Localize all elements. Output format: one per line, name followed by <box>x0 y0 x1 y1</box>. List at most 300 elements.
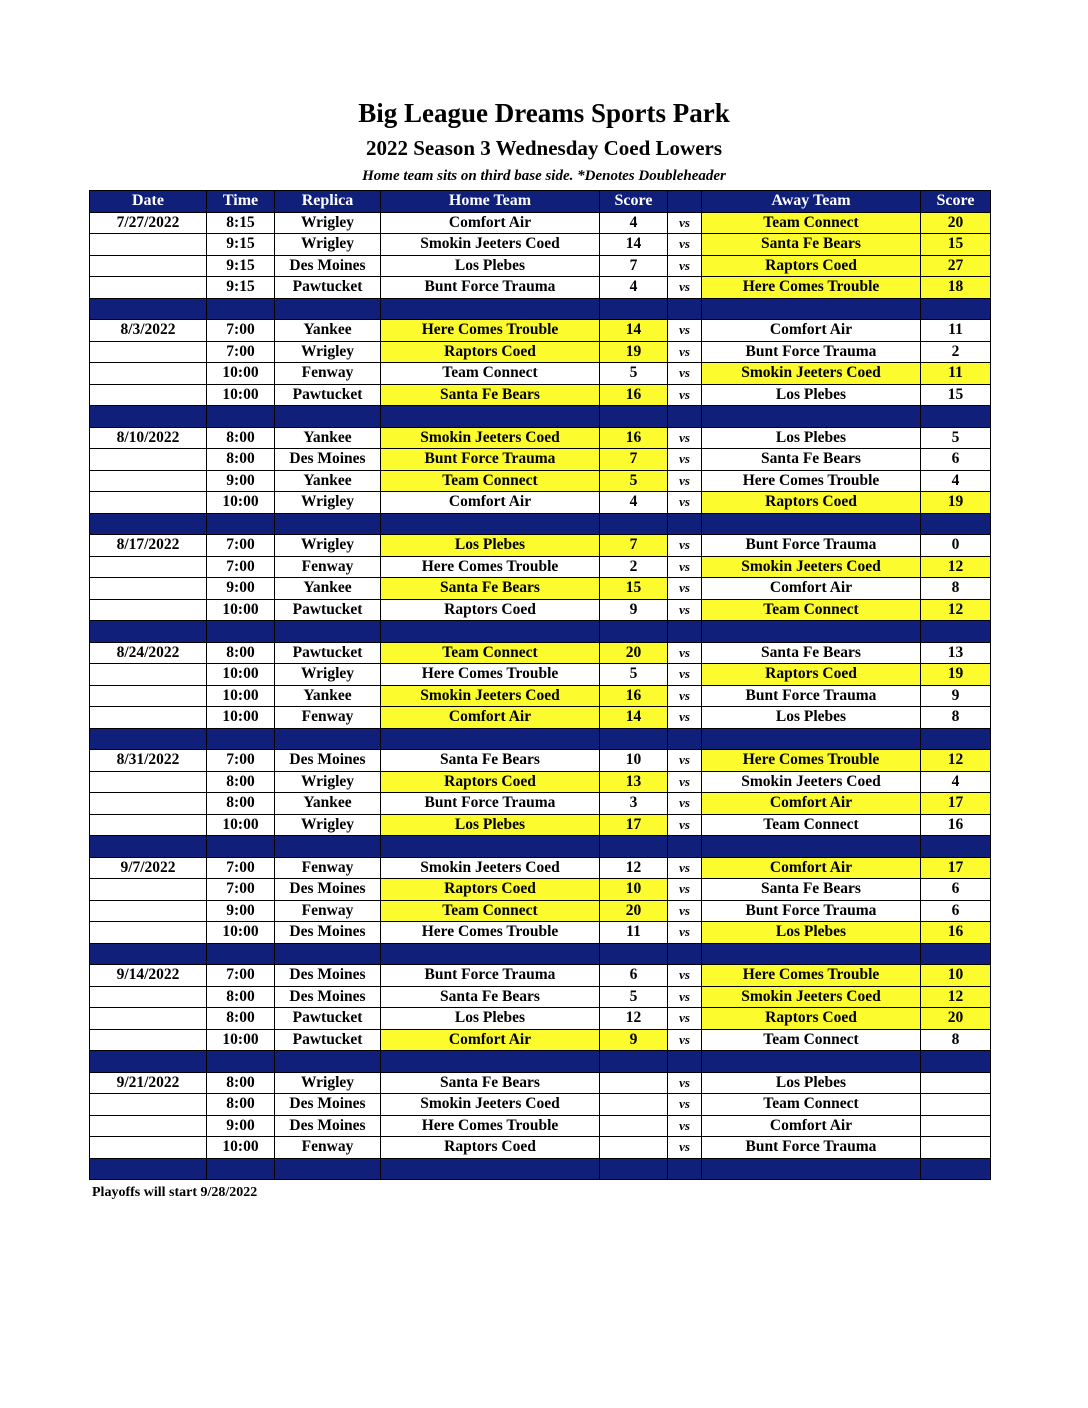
page-title: Big League Dreams Sports Park <box>358 98 730 128</box>
date-cell <box>90 1115 207 1137</box>
time-cell: 10:00 <box>207 664 275 686</box>
separator-cell <box>90 621 207 643</box>
time-cell: 8:00 <box>207 1094 275 1116</box>
away-team-cell: Smokin Jeeters Coed <box>702 986 921 1008</box>
replica-cell: Yankee <box>275 427 381 449</box>
replica-cell: Pawtucket <box>275 1029 381 1051</box>
replica-cell: Wrigley <box>275 1072 381 1094</box>
replica-cell: Des Moines <box>275 1094 381 1116</box>
separator-cell <box>921 836 991 858</box>
away-team-cell: Santa Fe Bears <box>702 642 921 664</box>
vs-cell: vs <box>668 685 702 707</box>
time-cell: 8:00 <box>207 642 275 664</box>
separator-cell <box>600 728 668 750</box>
time-cell: 10:00 <box>207 363 275 385</box>
separator-cell <box>381 406 600 428</box>
home-score-cell: 5 <box>600 363 668 385</box>
table-row <box>90 535 991 557</box>
col-home-team: Home Team <box>381 191 600 213</box>
home-score-cell: 2 <box>600 556 668 578</box>
home-team-cell: Here Comes Trouble <box>381 922 600 944</box>
col-vs <box>668 191 702 213</box>
separator-cell <box>600 621 668 643</box>
separator-cell <box>921 621 991 643</box>
vs-cell: vs <box>668 449 702 471</box>
replica-cell: Wrigley <box>275 771 381 793</box>
replica-cell: Fenway <box>275 707 381 729</box>
separator-cell <box>90 1158 207 1180</box>
vs-cell: vs <box>668 320 702 342</box>
away-score-cell: 10 <box>921 965 991 987</box>
table-row <box>90 578 991 600</box>
away-team-cell: Here Comes Trouble <box>702 470 921 492</box>
replica-cell: Des Moines <box>275 965 381 987</box>
date-cell <box>90 1029 207 1051</box>
home-score-cell: 20 <box>600 900 668 922</box>
schedule-body <box>90 212 991 1180</box>
separator-cell <box>921 943 991 965</box>
away-team-cell: Team Connect <box>702 814 921 836</box>
home-score-cell: 3 <box>600 793 668 815</box>
away-score-cell: 9 <box>921 685 991 707</box>
away-score-cell <box>921 1137 991 1159</box>
table-row <box>90 707 991 729</box>
home-team-cell: Santa Fe Bears <box>381 578 600 600</box>
separator-cell <box>921 1051 991 1073</box>
replica-cell: Wrigley <box>275 492 381 514</box>
date-cell <box>90 793 207 815</box>
vs-cell: vs <box>668 1029 702 1051</box>
away-score-cell: 19 <box>921 664 991 686</box>
table-row <box>90 492 991 514</box>
table-row <box>90 771 991 793</box>
home-team-cell: Comfort Air <box>381 707 600 729</box>
away-score-cell: 19 <box>921 492 991 514</box>
replica-cell: Des Moines <box>275 922 381 944</box>
home-score-cell: 10 <box>600 750 668 772</box>
away-score-cell: 27 <box>921 255 991 277</box>
time-cell: 9:00 <box>207 470 275 492</box>
vs-cell: vs <box>668 1094 702 1116</box>
separator-cell <box>668 513 702 535</box>
table-row <box>90 685 991 707</box>
replica-cell: Fenway <box>275 900 381 922</box>
table-row <box>90 599 991 621</box>
separator-cell <box>702 836 921 858</box>
table-row <box>90 470 991 492</box>
separator-cell <box>668 943 702 965</box>
replica-cell: Des Moines <box>275 255 381 277</box>
away-team-cell: Bunt Force Trauma <box>702 685 921 707</box>
vs-cell: vs <box>668 986 702 1008</box>
table-row <box>90 1094 991 1116</box>
away-score-cell: 11 <box>921 363 991 385</box>
home-team-cell: Los Plebes <box>381 255 600 277</box>
home-team-cell: Bunt Force Trauma <box>381 277 600 299</box>
separator-cell <box>381 836 600 858</box>
replica-cell: Pawtucket <box>275 599 381 621</box>
time-cell: 7:00 <box>207 556 275 578</box>
replica-cell: Fenway <box>275 363 381 385</box>
separator-cell <box>702 943 921 965</box>
table-row <box>90 1008 991 1030</box>
home-team-cell: Bunt Force Trauma <box>381 449 600 471</box>
table-row <box>90 879 991 901</box>
away-team-cell: Santa Fe Bears <box>702 879 921 901</box>
home-team-cell: Comfort Air <box>381 1029 600 1051</box>
home-score-cell: 7 <box>600 255 668 277</box>
table-row <box>90 320 991 342</box>
time-cell: 10:00 <box>207 685 275 707</box>
table-row <box>90 750 991 772</box>
away-team-cell: Bunt Force Trauma <box>702 1137 921 1159</box>
replica-cell: Wrigley <box>275 341 381 363</box>
date-cell: 9/7/2022 <box>90 857 207 879</box>
vs-cell: vs <box>668 599 702 621</box>
separator-cell <box>275 943 381 965</box>
date-cell <box>90 685 207 707</box>
home-score-cell: 14 <box>600 707 668 729</box>
vs-cell: vs <box>668 814 702 836</box>
date-cell <box>90 599 207 621</box>
page-subtitle: 2022 Season 3 Wednesday Coed Lowers <box>365 136 723 160</box>
away-team-cell: Comfort Air <box>702 793 921 815</box>
home-score-cell: 6 <box>600 965 668 987</box>
home-score-cell: 14 <box>600 234 668 256</box>
away-team-cell: Team Connect <box>702 1094 921 1116</box>
separator-cell <box>921 406 991 428</box>
time-cell: 8:00 <box>207 1008 275 1030</box>
week-separator-row <box>90 406 991 428</box>
replica-cell: Pawtucket <box>275 642 381 664</box>
separator-cell <box>275 836 381 858</box>
date-cell <box>90 1008 207 1030</box>
separator-cell <box>600 513 668 535</box>
away-team-cell: Santa Fe Bears <box>702 449 921 471</box>
home-score-cell: 5 <box>600 986 668 1008</box>
date-cell: 8/24/2022 <box>90 642 207 664</box>
away-team-cell: Smokin Jeeters Coed <box>702 363 921 385</box>
separator-cell <box>90 728 207 750</box>
replica-cell: Pawtucket <box>275 277 381 299</box>
vs-cell: vs <box>668 771 702 793</box>
week-separator-row <box>90 943 991 965</box>
home-score-cell <box>600 1115 668 1137</box>
table-row <box>90 449 991 471</box>
home-team-cell: Smokin Jeeters Coed <box>381 234 600 256</box>
separator-cell <box>381 728 600 750</box>
separator-cell <box>668 298 702 320</box>
away-score-cell: 6 <box>921 449 991 471</box>
home-team-cell: Here Comes Trouble <box>381 320 600 342</box>
separator-cell <box>90 298 207 320</box>
table-row <box>90 922 991 944</box>
away-score-cell: 15 <box>921 384 991 406</box>
time-cell: 10:00 <box>207 599 275 621</box>
time-cell: 7:00 <box>207 857 275 879</box>
home-score-cell: 7 <box>600 535 668 557</box>
away-score-cell <box>921 1115 991 1137</box>
away-team-cell: Los Plebes <box>702 1072 921 1094</box>
replica-cell: Yankee <box>275 578 381 600</box>
date-cell <box>90 277 207 299</box>
table-row <box>90 1115 991 1137</box>
vs-cell: vs <box>668 1115 702 1137</box>
home-team-cell: Team Connect <box>381 363 600 385</box>
footer-note: Playoffs will start 9/28/2022 <box>92 1185 258 1200</box>
away-team-cell: Smokin Jeeters Coed <box>702 556 921 578</box>
separator-cell <box>921 298 991 320</box>
away-score-cell: 16 <box>921 814 991 836</box>
home-score-cell: 9 <box>600 1029 668 1051</box>
separator-cell <box>90 836 207 858</box>
header-row <box>90 191 991 213</box>
home-team-cell: Santa Fe Bears <box>381 986 600 1008</box>
time-cell: 8:00 <box>207 427 275 449</box>
time-cell: 10:00 <box>207 1137 275 1159</box>
separator-cell <box>207 513 275 535</box>
replica-cell: Wrigley <box>275 664 381 686</box>
table-row <box>90 212 991 234</box>
week-separator-row <box>90 298 991 320</box>
home-team-cell: Smokin Jeeters Coed <box>381 427 600 449</box>
time-cell: 9:00 <box>207 900 275 922</box>
home-team-cell: Here Comes Trouble <box>381 556 600 578</box>
away-team-cell: Bunt Force Trauma <box>702 900 921 922</box>
time-cell: 8:00 <box>207 793 275 815</box>
date-cell <box>90 664 207 686</box>
page-note: Home team sits on third base side. *Denotes Doubleheader <box>362 168 726 184</box>
home-score-cell: 20 <box>600 642 668 664</box>
vs-cell: vs <box>668 1008 702 1030</box>
separator-cell <box>90 513 207 535</box>
home-score-cell: 4 <box>600 277 668 299</box>
away-team-cell: Team Connect <box>702 1029 921 1051</box>
table-row <box>90 900 991 922</box>
separator-cell <box>668 406 702 428</box>
away-team-cell: Comfort Air <box>702 578 921 600</box>
away-score-cell: 12 <box>921 750 991 772</box>
replica-cell: Yankee <box>275 685 381 707</box>
time-cell: 8:00 <box>207 449 275 471</box>
vs-cell: vs <box>668 363 702 385</box>
col-away-score: Score <box>921 191 991 213</box>
table-row <box>90 277 991 299</box>
home-score-cell: 12 <box>600 857 668 879</box>
col-time: Time <box>207 191 275 213</box>
away-score-cell: 20 <box>921 212 991 234</box>
home-score-cell: 19 <box>600 341 668 363</box>
vs-cell: vs <box>668 255 702 277</box>
away-score-cell: 16 <box>921 922 991 944</box>
table-row <box>90 857 991 879</box>
replica-cell: Wrigley <box>275 535 381 557</box>
time-cell: 8:00 <box>207 986 275 1008</box>
vs-cell: vs <box>668 900 702 922</box>
time-cell: 10:00 <box>207 384 275 406</box>
table-row <box>90 1137 991 1159</box>
separator-cell <box>207 298 275 320</box>
time-cell: 8:15 <box>207 212 275 234</box>
away-score-cell: 0 <box>921 535 991 557</box>
home-team-cell: Comfort Air <box>381 212 600 234</box>
time-cell: 7:00 <box>207 750 275 772</box>
week-separator-row <box>90 728 991 750</box>
replica-cell: Yankee <box>275 470 381 492</box>
col-replica: Replica <box>275 191 381 213</box>
replica-cell: Des Moines <box>275 449 381 471</box>
date-cell: 7/27/2022 <box>90 212 207 234</box>
time-cell: 7:00 <box>207 535 275 557</box>
replica-cell: Fenway <box>275 556 381 578</box>
replica-cell: Des Moines <box>275 879 381 901</box>
home-score-cell <box>600 1072 668 1094</box>
date-cell <box>90 556 207 578</box>
time-cell: 9:15 <box>207 234 275 256</box>
away-team-cell: Los Plebes <box>702 922 921 944</box>
home-team-cell: Smokin Jeeters Coed <box>381 1094 600 1116</box>
separator-cell <box>207 1051 275 1073</box>
separator-cell <box>668 1158 702 1180</box>
separator-cell <box>381 513 600 535</box>
home-team-cell: Santa Fe Bears <box>381 750 600 772</box>
table-row <box>90 1072 991 1094</box>
vs-cell: vs <box>668 556 702 578</box>
home-score-cell: 12 <box>600 1008 668 1030</box>
vs-cell: vs <box>668 492 702 514</box>
time-cell: 7:00 <box>207 320 275 342</box>
vs-cell: vs <box>668 535 702 557</box>
away-score-cell: 11 <box>921 320 991 342</box>
table-row <box>90 234 991 256</box>
away-team-cell: Raptors Coed <box>702 255 921 277</box>
home-team-cell: Smokin Jeeters Coed <box>381 857 600 879</box>
away-score-cell <box>921 1094 991 1116</box>
separator-cell <box>600 406 668 428</box>
separator-cell <box>921 728 991 750</box>
date-cell <box>90 384 207 406</box>
vs-cell: vs <box>668 750 702 772</box>
home-team-cell: Raptors Coed <box>381 879 600 901</box>
separator-cell <box>381 1158 600 1180</box>
away-score-cell: 17 <box>921 793 991 815</box>
away-score-cell: 13 <box>921 642 991 664</box>
replica-cell: Des Moines <box>275 1115 381 1137</box>
away-score-cell: 12 <box>921 986 991 1008</box>
separator-cell <box>921 513 991 535</box>
away-score-cell: 17 <box>921 857 991 879</box>
replica-cell: Des Moines <box>275 986 381 1008</box>
home-score-cell: 4 <box>600 492 668 514</box>
away-score-cell: 8 <box>921 578 991 600</box>
replica-cell: Yankee <box>275 793 381 815</box>
away-score-cell: 4 <box>921 771 991 793</box>
vs-cell: vs <box>668 578 702 600</box>
home-team-cell: Team Connect <box>381 642 600 664</box>
date-cell <box>90 814 207 836</box>
away-team-cell: Team Connect <box>702 599 921 621</box>
separator-cell <box>668 621 702 643</box>
away-team-cell: Raptors Coed <box>702 664 921 686</box>
time-cell: 10:00 <box>207 922 275 944</box>
home-score-cell: 15 <box>600 578 668 600</box>
vs-cell: vs <box>668 1072 702 1094</box>
replica-cell: Wrigley <box>275 814 381 836</box>
home-team-cell: Smokin Jeeters Coed <box>381 685 600 707</box>
separator-cell <box>207 406 275 428</box>
away-score-cell: 2 <box>921 341 991 363</box>
away-team-cell: Santa Fe Bears <box>702 234 921 256</box>
separator-cell <box>275 1158 381 1180</box>
home-score-cell: 11 <box>600 922 668 944</box>
home-team-cell: Los Plebes <box>381 1008 600 1030</box>
time-cell: 7:00 <box>207 341 275 363</box>
table-row <box>90 814 991 836</box>
home-score-cell: 9 <box>600 599 668 621</box>
replica-cell: Wrigley <box>275 234 381 256</box>
date-cell <box>90 578 207 600</box>
away-team-cell: Here Comes Trouble <box>702 965 921 987</box>
away-score-cell: 12 <box>921 599 991 621</box>
vs-cell: vs <box>668 793 702 815</box>
separator-cell <box>600 298 668 320</box>
home-score-cell: 16 <box>600 384 668 406</box>
away-score-cell: 6 <box>921 879 991 901</box>
home-score-cell: 13 <box>600 771 668 793</box>
separator-cell <box>90 943 207 965</box>
separator-cell <box>600 1051 668 1073</box>
vs-cell: vs <box>668 1137 702 1159</box>
separator-cell <box>381 621 600 643</box>
separator-cell <box>702 1158 921 1180</box>
date-cell <box>90 1094 207 1116</box>
home-score-cell: 17 <box>600 814 668 836</box>
vs-cell: vs <box>668 234 702 256</box>
week-separator-row <box>90 836 991 858</box>
away-score-cell: 4 <box>921 470 991 492</box>
table-row <box>90 556 991 578</box>
separator-cell <box>702 513 921 535</box>
table-row <box>90 341 991 363</box>
date-cell <box>90 255 207 277</box>
replica-cell: Fenway <box>275 857 381 879</box>
away-score-cell: 18 <box>921 277 991 299</box>
separator-cell <box>702 728 921 750</box>
away-team-cell: Raptors Coed <box>702 492 921 514</box>
home-team-cell: Los Plebes <box>381 535 600 557</box>
table-row <box>90 384 991 406</box>
home-team-cell: Bunt Force Trauma <box>381 965 600 987</box>
home-score-cell: 14 <box>600 320 668 342</box>
replica-cell: Des Moines <box>275 750 381 772</box>
table-row <box>90 664 991 686</box>
separator-cell <box>275 406 381 428</box>
separator-cell <box>702 406 921 428</box>
separator-cell <box>275 621 381 643</box>
vs-cell: vs <box>668 277 702 299</box>
separator-cell <box>275 298 381 320</box>
vs-cell: vs <box>668 470 702 492</box>
date-cell: 9/21/2022 <box>90 1072 207 1094</box>
away-team-cell: Los Plebes <box>702 384 921 406</box>
time-cell: 10:00 <box>207 707 275 729</box>
replica-cell: Pawtucket <box>275 384 381 406</box>
away-team-cell: Comfort Air <box>702 320 921 342</box>
separator-cell <box>381 1051 600 1073</box>
time-cell: 7:00 <box>207 879 275 901</box>
replica-cell: Pawtucket <box>275 1008 381 1030</box>
table-row <box>90 642 991 664</box>
